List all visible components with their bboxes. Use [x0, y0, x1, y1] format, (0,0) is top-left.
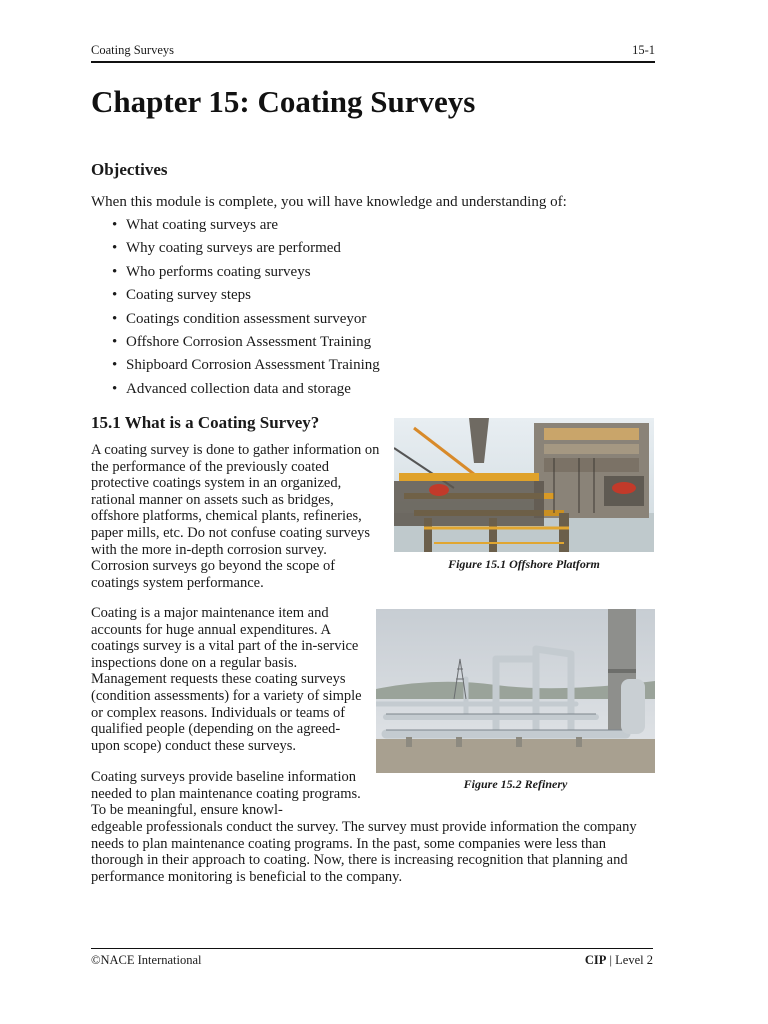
- offshore-platform-photo: [394, 418, 654, 552]
- list-item: • Who performs coating surveys: [110, 262, 380, 285]
- list-item: • Coatings condition assessment surveyor: [110, 309, 380, 332]
- course-brand: CIP: [584, 953, 607, 967]
- paragraph-2: Coating is a major maintenance item and accounts for huge annual expenditures. A coatings survey is a vital part of the in-service inspections done on a regular basis. Management requests these coating surveys (condition assessments) for a variety of simple or complex reasons. Individuals or teams of qualified people (depending on the agreed-upon scope) conduct these surveys.: [91, 605, 362, 754]
- running-header: [91, 43, 655, 61]
- paragraph-3-end: edgeable professionals conduct the survey. The survey must provide information the company needs to plan maintenance coating programs. In the past, some companies were less than thorough in their approach to coating. Now, there is increasing recognition that planning and performance monitoring is beneficial to the company.: [91, 819, 637, 885]
- objectives-list: [110, 215, 380, 402]
- paragraph-1: A coating survey is done to gather information on the performance of the previously coated protective coatings system in an organized, rational manner on assets such as bridges, offshore platforms, chemical plants, refineries, paper mills, etc. Do not confuse coating surveys with the more in-depth corrosion survey. Corrosion surveys go beyond the scope of coatings system performance.: [91, 442, 380, 591]
- list-item: • What coating surveys are: [110, 215, 380, 238]
- page-number: 15-1: [632, 43, 655, 57]
- list-item: • Why coating surveys are performed: [110, 238, 380, 261]
- figure-1-caption: Figure 15.1 Offshore Platform: [448, 557, 600, 571]
- running-title: Coating Surveys: [91, 43, 174, 57]
- header-rule: [91, 61, 655, 63]
- list-item: • Shipboard Corrosion Assessment Training: [110, 355, 380, 378]
- objectives-intro: When this module is complete, you will have knowledge and understanding of:: [91, 194, 567, 210]
- section-heading: 15.1 What is a Coating Survey?: [91, 413, 320, 432]
- course-level: [585, 953, 653, 968]
- page-footer: [91, 953, 653, 968]
- list-item: • Advanced collection data and storage: [110, 379, 380, 402]
- chapter-title: Chapter 15: Coating Surveys: [91, 84, 476, 119]
- refinery-photo: [376, 609, 655, 773]
- level-label: | Level 2: [606, 953, 653, 967]
- copyright: ©NACE International: [91, 953, 202, 967]
- objectives-heading: Objectives: [91, 160, 168, 179]
- footer-rule: [91, 948, 653, 949]
- list-item: • Coating survey steps: [110, 285, 380, 308]
- figure-2-caption: Figure 15.2 Refinery: [463, 777, 568, 791]
- paragraph-3-start: Coating surveys provide baseline information needed to plan maintenance coating programs. To be meaningful, ensure knowl-: [91, 769, 361, 819]
- list-item: • Offshore Corrosion Assessment Training: [110, 332, 380, 355]
